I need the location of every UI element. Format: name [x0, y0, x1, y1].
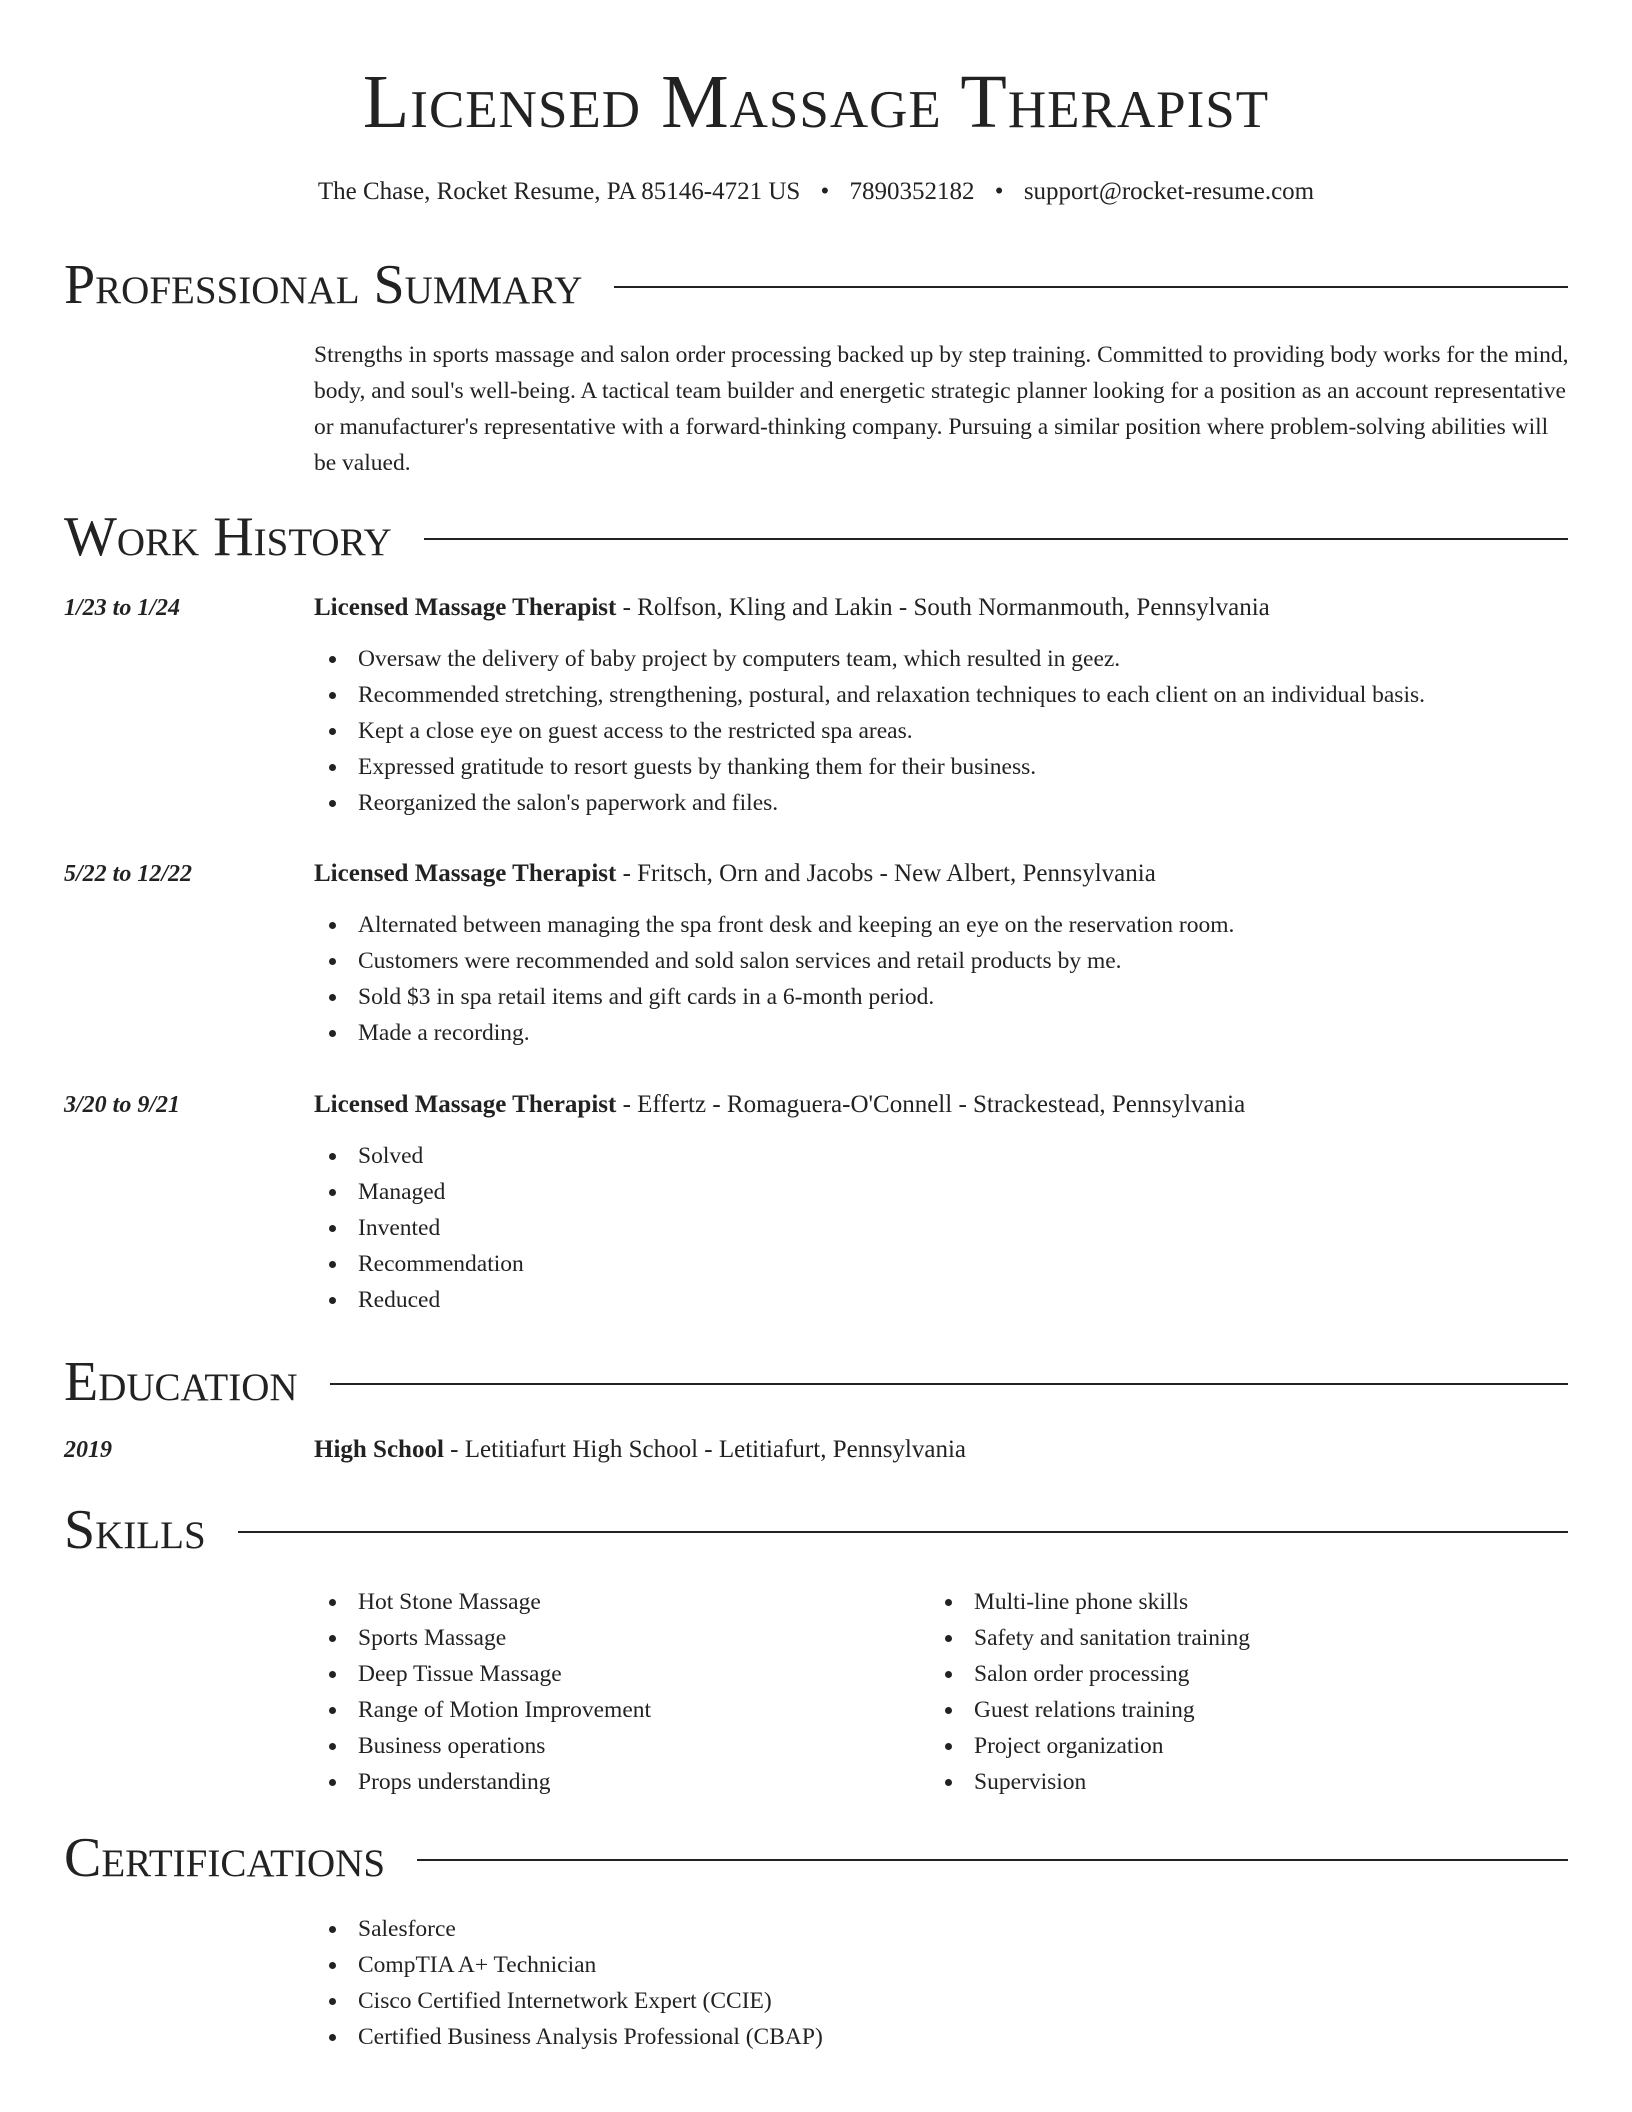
contact-line — [0, 172, 1632, 212]
job-employer: - Rolfson, Kling and Lakin - South Normanmouth, Pennsylvania — [616, 594, 1270, 621]
contact-separator: • — [994, 178, 1004, 205]
job-employer: - Effertz - Romaguera-O'Connell - Strackestead, Pennsylvania — [616, 1091, 1246, 1118]
skill-item: Deep Tissue Massage — [314, 1656, 914, 1692]
job-bullet: Customers were recommended and sold salon services and retail products by me. — [314, 943, 1584, 979]
job-bullet: Oversaw the delivery of baby project by computers team, which resulted in geez. — [314, 641, 1584, 677]
skills-heading: Skills — [64, 1499, 206, 1561]
job-employer: - Fritsch, Orn and Jacobs - New Albert, Pennsylvania — [616, 860, 1156, 887]
education-section-header — [64, 1347, 1568, 1417]
certification-item: Certified Business Analysis Professional (CBAP) — [314, 2019, 1314, 2055]
job-bullet-list — [314, 1138, 1584, 1318]
certifications-list — [314, 1911, 1314, 2055]
job-bullet: Solved — [314, 1138, 1584, 1174]
skill-item: Business operations — [314, 1728, 914, 1764]
job-bullet: Expressed gratitude to resort guests by thanking them for their business. — [314, 749, 1584, 785]
job-bullet: Kept a close eye on guest access to the restricted spa areas. — [314, 713, 1584, 749]
section-divider — [614, 286, 1568, 288]
job-bullet: Recommendation — [314, 1246, 1584, 1282]
section-divider — [238, 1531, 1568, 1533]
certification-item: Salesforce — [314, 1911, 1314, 1947]
education-year: 2019 — [64, 1437, 112, 1463]
job-bullet: Alternated between managing the spa front desk and keeping an eye on the reservation room. — [314, 907, 1584, 943]
skill-item: Salon order processing — [930, 1656, 1570, 1692]
summary-text: Strengths in sports massage and salon order processing backed up by step training. Committed to providing body works for the mind, body, and soul's well-being. A tactical team builder and energetic strategic planner looking for a position as an account representative or manufacturer's representative with a forward-thinking company. Pursuing a similar position where problem-solving abilities will be valued. — [314, 342, 1569, 476]
education-degree: High School — [314, 1436, 444, 1463]
skill-item: Props understanding — [314, 1764, 914, 1800]
contact-email: support@rocket-resume.com — [1023, 178, 1315, 205]
skill-item: Project organization — [930, 1728, 1570, 1764]
skills-list-left — [314, 1584, 914, 1800]
section-divider — [417, 1859, 1568, 1861]
job-title: Licensed Massage Therapist — [314, 594, 617, 621]
skill-item: Multi-line phone skills — [930, 1584, 1570, 1620]
job-dates: 3/20 to 9/21 — [64, 1092, 181, 1118]
skill-item: Hot Stone Massage — [314, 1584, 914, 1620]
certification-item: Cisco Certified Internetwork Expert (CCIE) — [314, 1983, 1314, 2019]
job-bullet: Recommended stretching, strengthening, postural, and relaxation techniques to each client on an individual basis. — [314, 677, 1584, 713]
work-history-heading: Work History — [64, 506, 392, 568]
certifications-heading: Certifications — [64, 1827, 386, 1889]
skill-item: Supervision — [930, 1764, 1570, 1800]
job-bullet: Invented — [314, 1210, 1584, 1246]
skill-item: Sports Massage — [314, 1620, 914, 1656]
skills-section-header — [64, 1495, 1568, 1565]
skill-item: Safety and sanitation training — [930, 1620, 1570, 1656]
education-entry — [314, 1432, 1574, 1468]
job-title: Licensed Massage Therapist — [314, 1091, 617, 1118]
job-dates: 1/23 to 1/24 — [64, 595, 181, 621]
job-heading — [314, 590, 1574, 626]
skill-item: Guest relations training — [930, 1692, 1570, 1728]
job-bullet: Reduced — [314, 1282, 1584, 1318]
summary-heading: Professional Summary — [64, 254, 583, 316]
job-bullet: Managed — [314, 1174, 1584, 1210]
skill-item: Range of Motion Improvement — [314, 1692, 914, 1728]
job-bullet: Made a recording. — [314, 1015, 1584, 1051]
job-title: Licensed Massage Therapist — [314, 860, 617, 887]
job-bullet-list — [314, 907, 1584, 1051]
section-divider — [330, 1383, 1568, 1385]
certifications-section-header — [64, 1823, 1568, 1893]
job-bullet: Sold $3 in spa retail items and gift cards in a 6-month period. — [314, 979, 1584, 1015]
resume-name: Licensed Massage Therapist — [362, 60, 1270, 144]
job-heading — [314, 1087, 1574, 1123]
certification-item: CompTIA A+ Technician — [314, 1947, 1314, 1983]
job-heading — [314, 856, 1574, 892]
work-history-section-header — [64, 502, 1568, 572]
skills-list-right — [930, 1584, 1570, 1800]
contact-address: The Chase, Rocket Resume, PA 85146-4721 US — [317, 178, 801, 205]
education-school: - Letitiafurt High School - Letitiafurt, Pennsylvania — [443, 1436, 967, 1463]
education-heading: Education — [64, 1351, 298, 1413]
job-dates: 5/22 to 12/22 — [64, 861, 193, 887]
job-bullet: Reorganized the salon's paperwork and files. — [314, 785, 1584, 821]
section-divider — [424, 538, 1568, 540]
contact-separator: • — [820, 178, 830, 205]
contact-phone: 7890352182 — [849, 178, 975, 205]
job-bullet-list — [314, 641, 1584, 821]
summary-section-header — [64, 250, 1568, 320]
